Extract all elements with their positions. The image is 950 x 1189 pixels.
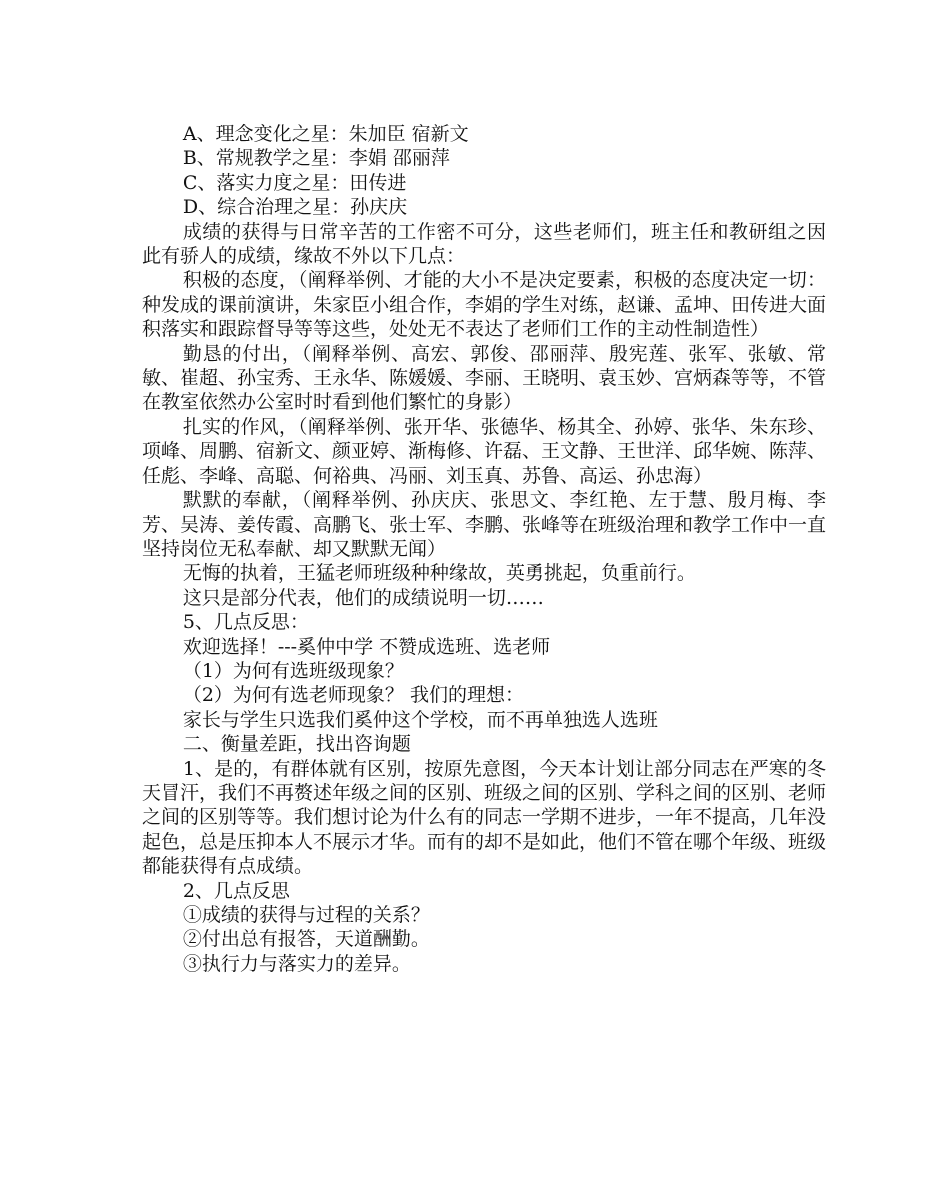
paragraph-solid-style: 扎实的作风，（阐释举例、张开华、张德华、杨其全、孙婷、张华、朱东珍、项峰、周鹏、宿新文、颜亚婷、渐梅修、许磊、王文静、王世洋、邱华婉、陈萍、任彪、李峰、高聪、何裕典、冯丽、刘玉真、苏鲁、高运、孙忠海） [142, 415, 827, 487]
award-item-a: A、理念变化之星：朱加臣 宿新文 [182, 123, 469, 145]
heading-reflections-two: 2、几点反思 [182, 879, 290, 902]
paragraph-representatives: 这只是部分代表，他们的成绩说明一切…… [182, 586, 544, 609]
reflection-item-3: ③执行力与落实力的差异。 [182, 952, 411, 975]
heading-reflections: 5、几点反思： [182, 611, 309, 634]
document-body [142, 122, 826, 976]
award-item-d: D、综合治理之星：孙庆庆 [182, 196, 408, 219]
reflection-item-2: ②付出总有报答，天道酬勤。 [182, 928, 430, 951]
heading-section-two: 二、衡量差距，找出咨询题 [182, 733, 411, 756]
paragraph-achievement-reasons: 成绩的获得与日常辛苦的工作密不可分，这些老师们，班主任和教研组之因此有骄人的成绩，缘故不外以下几点： [142, 220, 826, 268]
paragraph-silent-dedication: 默默的奉献，（阐释举例、孙庆庆、张思文、李红艳、左于慧、殷月梅、李芳、吴涛、姜传霞、高鹏飞、张士军、李鹏、张峰等在班级治理和教学工作中一直坚持岗位无私奉献、却又默默无闻） [142, 489, 827, 560]
paragraph-welcome: 欢迎选择！---奚仲中学 不赞成选班、选老师 [182, 635, 551, 658]
paragraph-persistence: 无悔的执着，王猛老师班级种种缘故，英勇挑起，负重前行。 [182, 562, 696, 585]
reflection-item-1: ①成绩的获得与过程的关系？ [182, 904, 430, 926]
award-item-b: B、常规教学之星：李娟 邵丽萍 [182, 147, 450, 170]
paragraph-positive-attitude: 积极的态度，（阐释举例、才能的大小不是决定要素，积极的态度决定一切：种发成的课前演讲，朱家臣小组合作，李娟的学生对练，赵谦、孟坤、田传进大面积落实和跟踪督导等等这些，处处无不表达了老师们工作的主动性制造性） [142, 269, 827, 341]
paragraph-differences: 1、是的，有群体就有区别，按原先意图，今天本计划让部分同志在严寒的冬天冒汗，我们不再赘述年级之间的区别、班级之间的区别、学科之间的区别、老师之间的区别等等。我们想讨论为什么有的同志一学期不进步，一年不提高，几年没起色，总是压抑本人不展示才华。而有的却不是如此，他们不管在哪个年级、班级都能获得有点成绩。 [142, 757, 827, 878]
award-item-c: C、落实力度之星：田传进 [182, 171, 407, 194]
question-select-teacher: （2）为何有选老师现象？ 我们的理想： [182, 684, 524, 707]
paragraph-diligent-effort: 勤恳的付出，（阐释举例、高宏、郭俊、邵丽萍、殷宪莲、张军、张敏、常敏、崔超、孙宝秀、王永华、陈媛媛、李丽、王晓明、袁玉妙、宫炳森等等，不管在教室依然办公室时时看到他们繁忙的身影） [142, 342, 827, 414]
paragraph-ideal: 家长与学生只选我们奚仲这个学校，而不再单独选人选班 [182, 708, 658, 731]
question-select-class: （1）为何有选班级现象？ [182, 659, 404, 682]
